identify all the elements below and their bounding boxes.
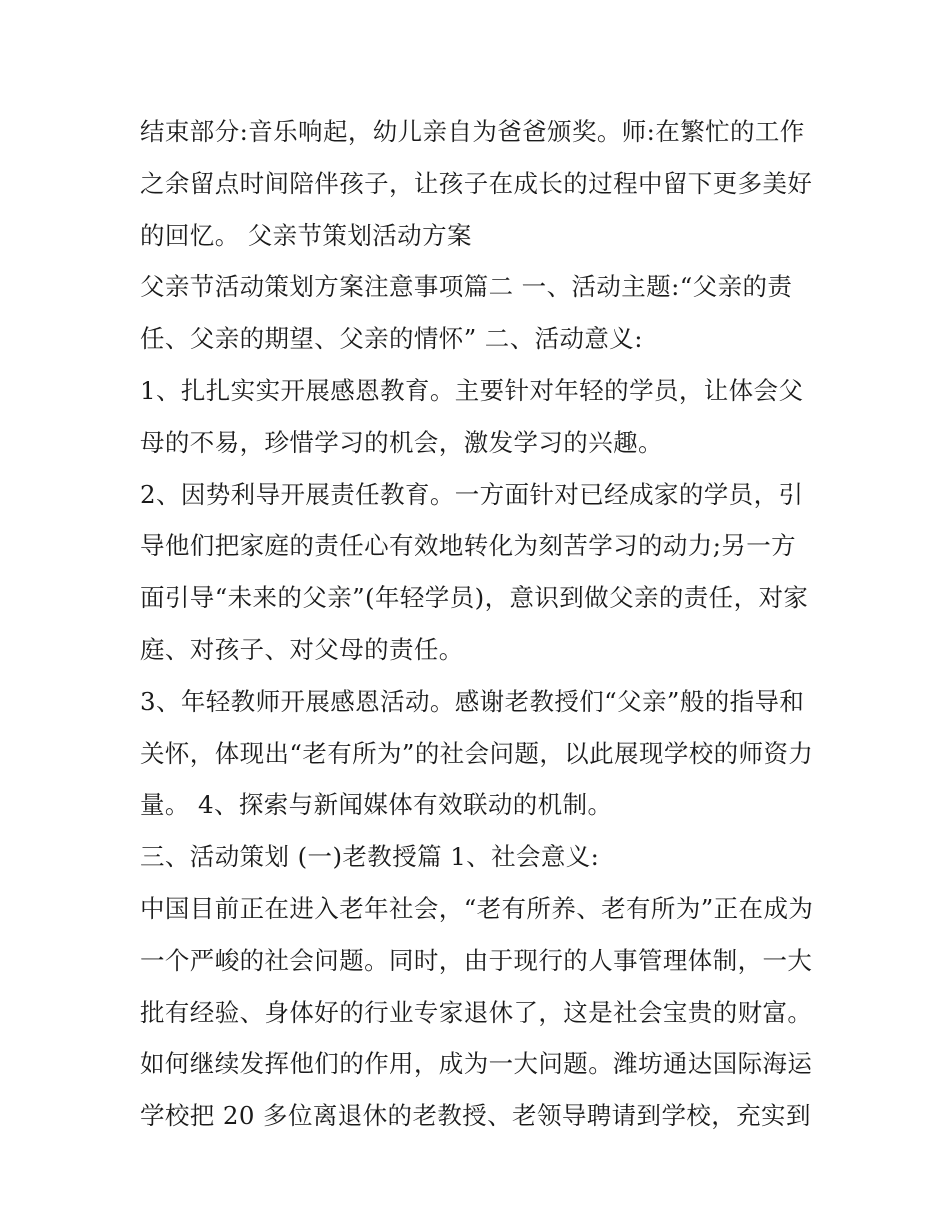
text-line: 的回忆。 父亲节策划活动方案	[140, 220, 472, 250]
text-line: 一个严峻的社会问题。同时，由于现行的人事管理体制，一大	[140, 945, 813, 975]
text-line: 任、父亲的期望、父亲的情怀” 二、活动意义:	[140, 324, 643, 354]
text-line: 学校把 20 多位离退休的老教授、老领导聘请到学校，充实到	[140, 1101, 811, 1131]
text-line: 结束部分:音乐响起，幼儿亲自为爸爸颁奖。师:在繁忙的工作	[140, 117, 805, 146]
text-line: 3、年轻教师开展感恩活动。感谢老教授们“父亲”般的指导和	[140, 686, 805, 716]
text-line: 中国目前正在进入老年社会，“老有所养、老有所为”正在成为	[140, 893, 814, 923]
text-line: 面引导“未来的父亲”(年轻学员)，意识到做父亲的责任，对家	[140, 583, 809, 613]
text-line: 批有经验、身体好的行业专家退休了，这是社会宝贵的财富。	[140, 997, 813, 1027]
text-line: 2、因势利导开展责任教育。一方面针对已经成家的学员，引	[140, 479, 804, 509]
text-line: 三、活动策划 (一)老教授篇 1、社会意义:	[140, 842, 600, 872]
text-line: 关怀，体现出“老有所为”的社会问题，以此展现学校的师资力	[140, 738, 814, 768]
text-line: 母的不易，珍惜学习的机会，激发学习的兴趣。	[140, 427, 663, 457]
text-line: 量。 4、探索与新闻媒体有效联动的机制。	[140, 790, 613, 820]
text-line: 父亲节活动策划方案注意事项篇二 一、活动主题:“父亲的责	[140, 272, 793, 302]
text-line: 庭、对孩子、对父母的责任。	[140, 634, 464, 664]
text-line: 1、扎扎实实开展感恩教育。主要针对年轻的学员，让体会父	[140, 375, 804, 405]
text-line: 导他们把家庭的责任心有效地转化为刻苦学习的动力;另一方	[140, 531, 797, 561]
document-body	[140, 106, 820, 1142]
text-line: 如何继续发挥他们的作用，成为一大问题。潍坊通达国际海运	[140, 1049, 813, 1079]
text-line: 之余留点时间陪伴孩子，让孩子在成长的过程中留下更多美好	[140, 168, 813, 198]
